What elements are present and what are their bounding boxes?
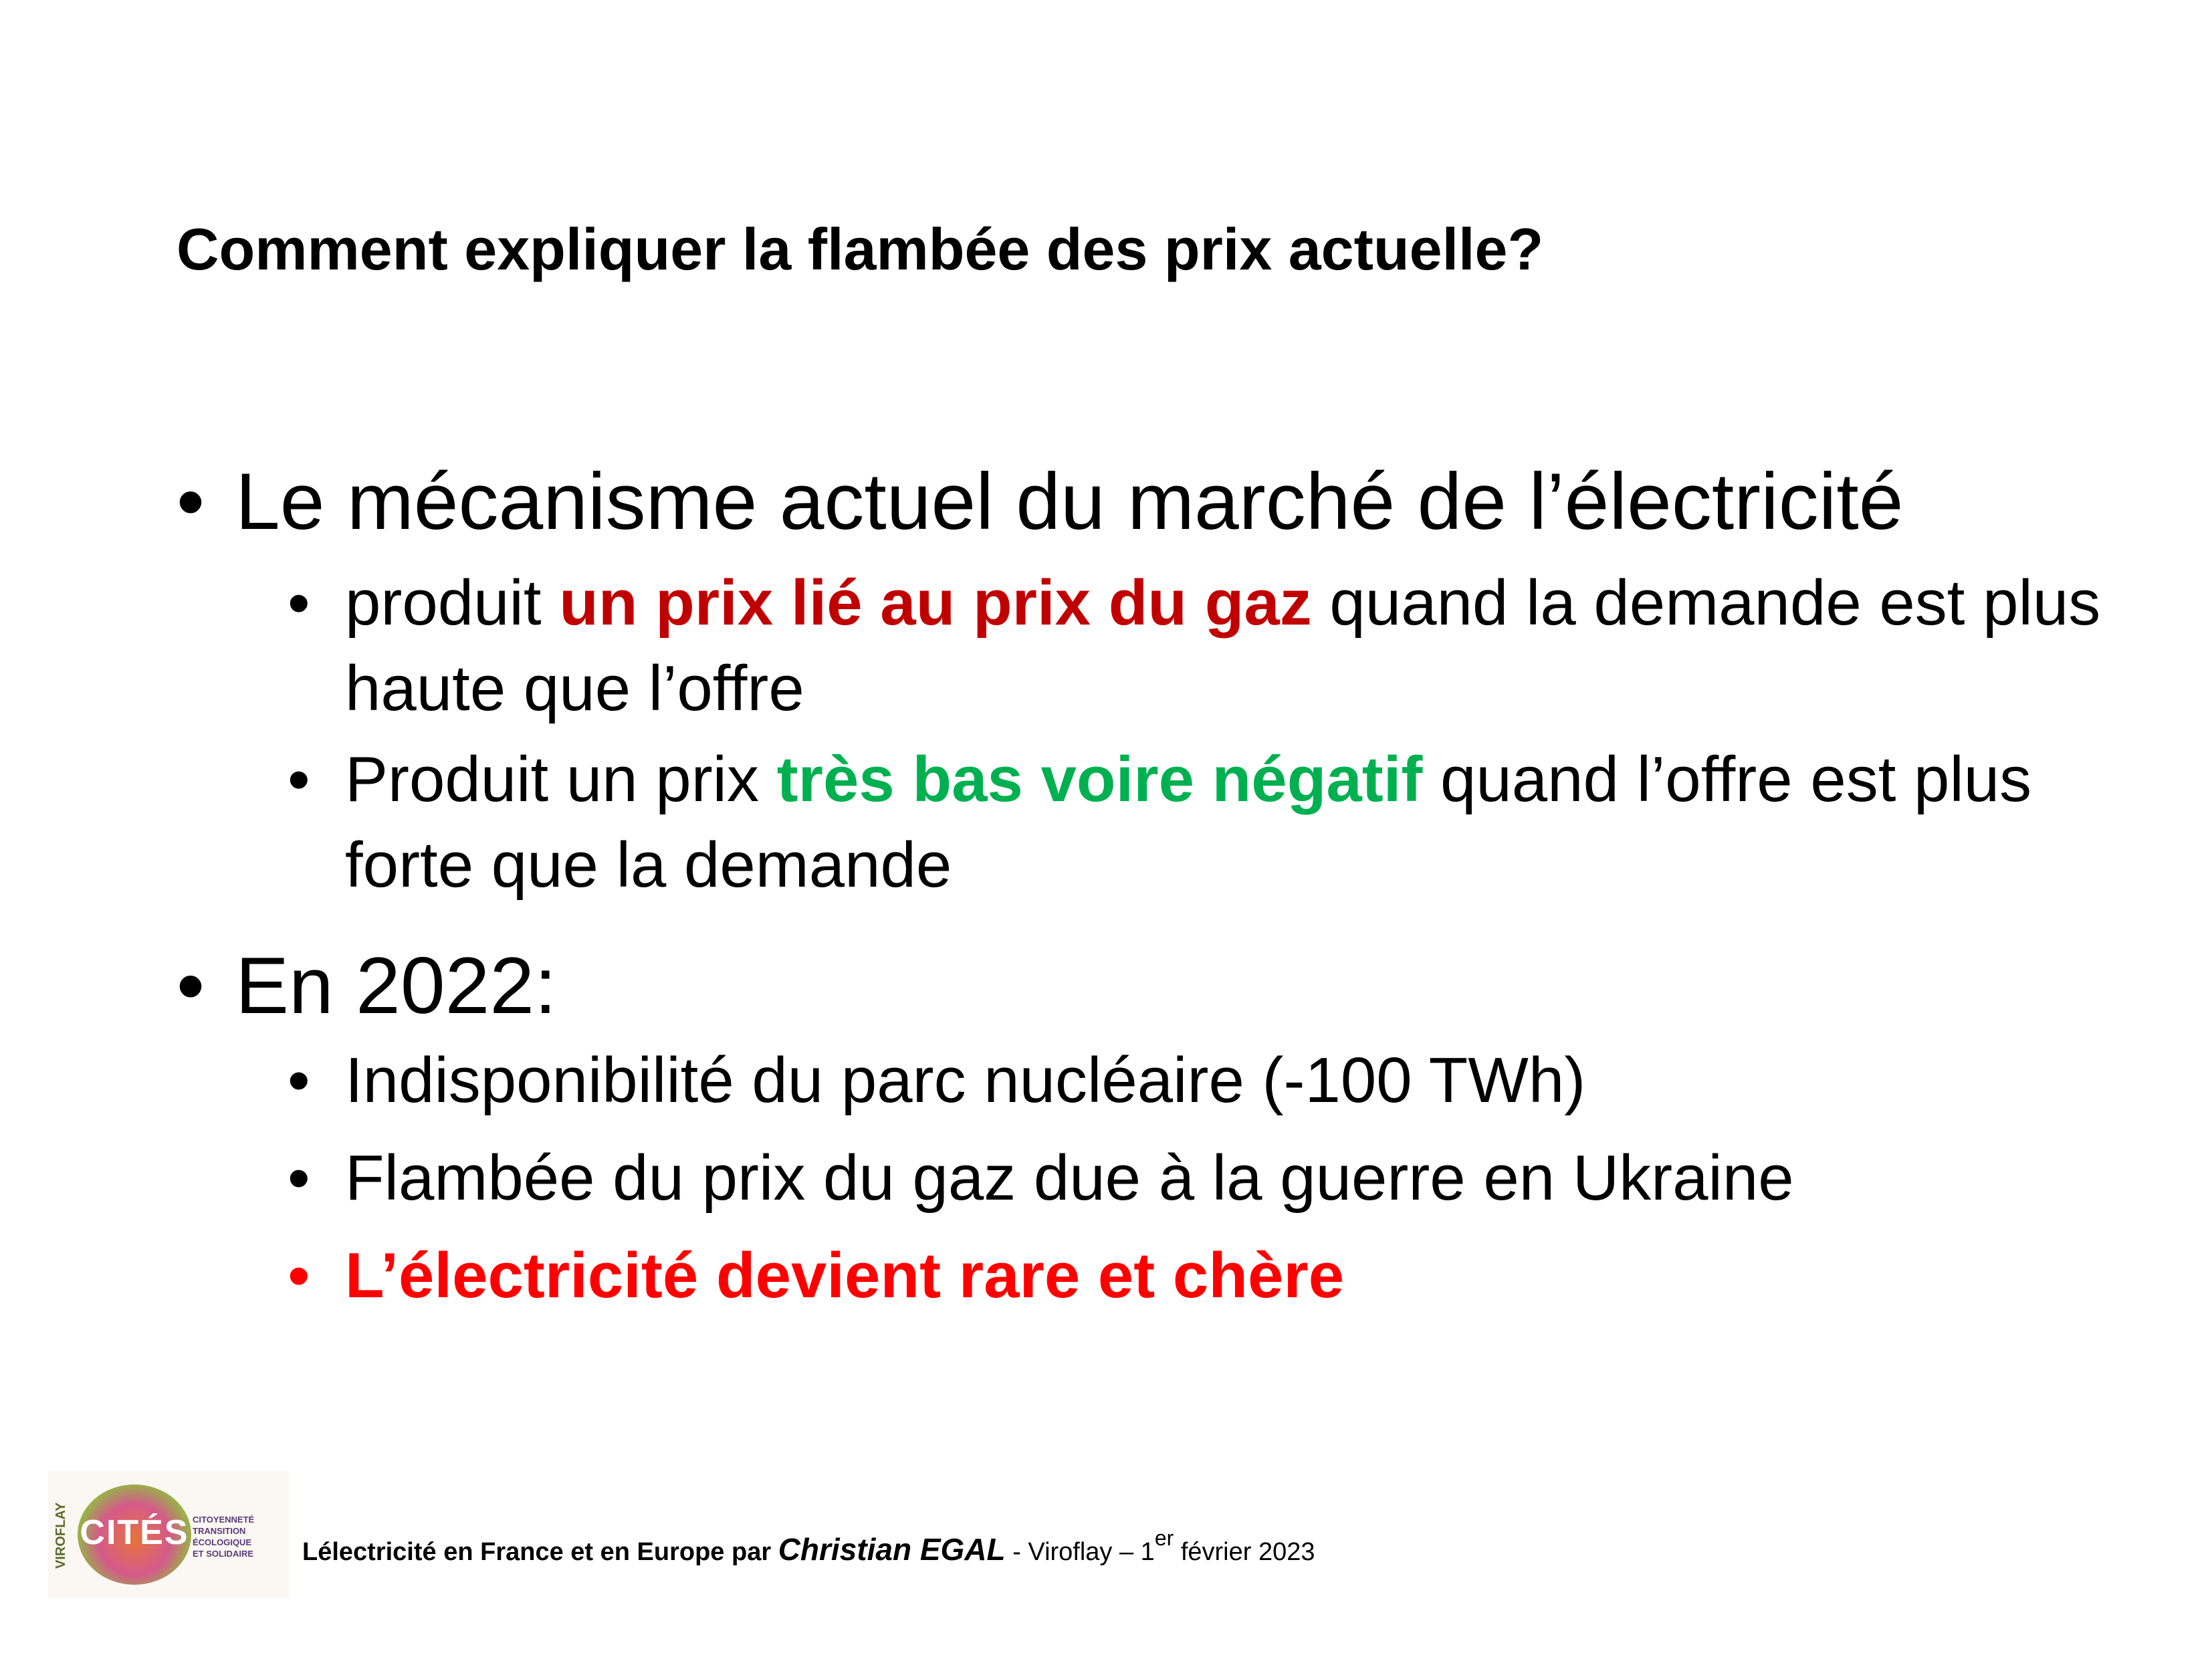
logo-emblem bbox=[78, 1484, 191, 1585]
bullet-dot: • bbox=[177, 457, 205, 546]
slide-title: Comment expliquer la flambée des prix actuelle? bbox=[177, 216, 1544, 282]
footer-author: Christian EGAL bbox=[778, 1532, 1006, 1567]
bullet-dot: • bbox=[288, 567, 310, 639]
sub-bullet-text-after: quand l’offre est plus forte que la demande bbox=[345, 744, 2032, 901]
bullet-text: Le mécanisme actuel du marché de l’électricité bbox=[235, 457, 1904, 546]
sub-bullet-highlight: très bas voire négatif bbox=[776, 744, 1423, 815]
sub-bullet-text: Indisponibilité du parc nucléaire (-100 TWh) bbox=[345, 1044, 1586, 1116]
footer-prefix: L bbox=[302, 1538, 318, 1566]
bullet-dot: • bbox=[177, 941, 205, 1030]
footer-main: électricité en France et en Europe par bbox=[318, 1538, 778, 1566]
bullet-dot: • bbox=[288, 1142, 310, 1214]
bullet-dot: • bbox=[288, 744, 310, 815]
footer-sup: er bbox=[1154, 1526, 1174, 1550]
footer-date: février 2023 bbox=[1174, 1538, 1315, 1566]
sub-bullet-highlight: un prix lié au prix du gaz bbox=[559, 567, 1312, 639]
bullet-dot: • bbox=[288, 1240, 310, 1311]
sub-bullet-text-before: Produit un prix bbox=[345, 744, 777, 815]
sub-bullet-text: Flambée du prix du gaz due à la guerre en Ukraine bbox=[345, 1142, 1794, 1214]
footer-place: - Viroflay – 1 bbox=[1005, 1538, 1155, 1566]
logo-tagline: CITOYENNETÉ TRANSITION ÉCOLOGIQUE ET SOLIDAIRE bbox=[193, 1515, 255, 1559]
sub-bullet-text-after: quand la demande est plus haute que l’offre bbox=[345, 567, 2101, 724]
logo-side-text: VIROFLAY bbox=[53, 1502, 68, 1569]
bullet-dot: • bbox=[288, 1044, 310, 1116]
sub-bullet-text: L’électricité devient rare et chère bbox=[345, 1240, 1345, 1311]
cites-logo bbox=[48, 1471, 289, 1598]
footer-caption bbox=[302, 1526, 1315, 1567]
sub-bullet-text-before: produit bbox=[345, 567, 560, 639]
logo-name: CITÉS bbox=[80, 1513, 189, 1552]
bullet-text: En 2022: bbox=[235, 941, 557, 1030]
